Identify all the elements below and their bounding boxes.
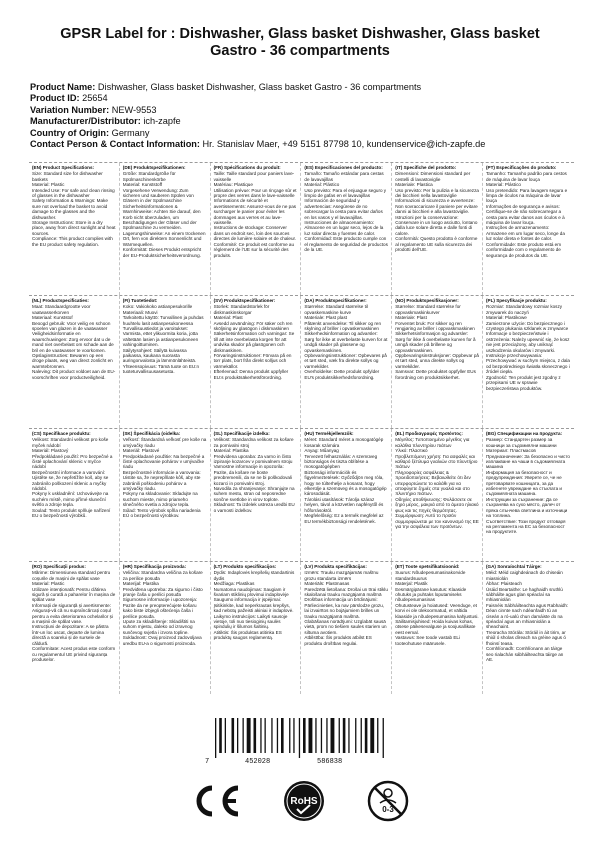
product-info-label: Contact Person & Contact Information: xyxy=(30,139,200,150)
barcode-bar xyxy=(281,718,284,753)
spec-cell xyxy=(211,562,302,694)
barcode-bar xyxy=(219,718,222,753)
product-info xyxy=(30,82,575,150)
spec-body: Размер: Стандартен размер за кошници за съдомиялни машини Материал: Пластмасов Предназначение: За безопасно и чисто изплакване на чаши в съдомиялната машина Информация за безопасност и предупреждения: Уверете се, че не претоварвате кошницата, за да избегнете увреждане на стъклата и съдомиялната машина. Инструкции за съхранение: Да се съхранява на сухо място, далеч от пряка слънчева светлина и източници на топлина. Съответствие: Този продукт отговаря на регламента на ЕС за безопасност на продуктите. xyxy=(485,437,570,535)
spec-row xyxy=(29,561,574,694)
product-info-row xyxy=(30,116,575,127)
product-info-value: 25654 xyxy=(82,93,108,104)
spec-heading: (FR) Spécifications du produit: xyxy=(213,165,281,170)
spec-heading: (IT) Specifiche del prodotto: xyxy=(395,165,457,170)
spec-body: Suurus: Nõudepesumasinakorvide standardsuurus Materjal: Plastik Eesmärgipärane kasutus: Klaaside ohutuks ja puhtaks loputamiseks nõudepesumasinas Ohutusteave ja hoiatused: Veenduge, et korvi ei ole ülekoormatud, et vältida klaaside ja nõudepesumasina kahjustusi. Säilitamisjuhised: Hoida kuivas kohas, otsese päikesevalguse ja soojusallikate eest eemal. Vastavus: See toode vastab ELi tooteohutuse määrusele. xyxy=(395,570,479,646)
barcode-bar xyxy=(293,718,294,753)
svg-text:0-3: 0-3 xyxy=(382,805,394,814)
barcode-bar xyxy=(247,718,251,753)
spec-cell xyxy=(301,163,392,295)
spec-body: Velikost: Standardní velikost pro koše myček nádobí Materiál: Plastový Předpokládané použití: Pro bezpečné a čisté oplachování sklenic v myčce nádobí Bezpečnostní informace a varování: Ujistěte se, že nepřetížíte koš, aby se zabránilo poškození sklenic a myčky nádobí. Pokyny k uskladnění: Uchovávejte na suchém místě, mimo přímé sluneční světlo a zdroje tepla. Soulad: Tento produkt splňuje nařízení EU o bezpečnosti výrobků. xyxy=(32,437,113,519)
barcode-bar xyxy=(377,718,378,753)
product-info-row xyxy=(30,105,575,116)
spec-grid xyxy=(29,162,574,694)
spec-heading: (CS) Specifikace produktu: xyxy=(32,431,91,436)
spec-heading: (SV) Produktspecifikationer: xyxy=(213,298,276,303)
spec-body: Storlek: Standardstorlek för diskmaskinskorgar Material: Plast Avsedd användning: För säker och ren sköljning av glasögon i diskmaskinen Säkerhetsinformation och varningar: Se till att inte överbelasta korgen för att undvika skador på glasögonen och diskmaskinen. Förvaringsinstruktioner: Förvara på en torr plats, bort från direkt solljus och värmekällor. Efterlevnad: Denna produkt uppfyller EU:s produktsäkerhetsförordning. xyxy=(213,304,295,380)
barcode-bar xyxy=(303,718,306,753)
barcode-bars xyxy=(205,718,395,758)
product-info-label: Product Name: xyxy=(30,82,96,92)
spec-body: Méret: Standard méret a mosogatógép kosarak számára Anyag: Műanyag Tervezett felhasználás: A szemüveg biztonságos és tiszta öblítése a mosogatógépben Biztonsági információk és figyelmeztetések: Győződjön meg róla, hogy ne túlterhelje a kosarat, hogy elkerülje a szemüveg és a mosogatógép károsodását. Tárolási utasítások: Tárolja száraz helyen, távol a közvetlen napfénytől és hőforrásoktól. Megfelelőség: Ez a termék megfelel az EU termékbiztonsági rendeletének. xyxy=(304,437,387,524)
spec-body: Tamaño: Tamaño estándar para cestas de lavavajillas Material: Plástico Uso previsto: Para el enjuague seguro y limpio de gafas en el lavavajillas Información de seguridad y advertencias: Asegúrese de no sobrecargar la cesta para evitar daños en los vasos y el lavavajillas. Instrucciones de almacenamiento: Almacene en un lugar seco, lejos de la luz solar directa y fuentes de calor. Conformidad: Este producto cumple con el reglamento de seguridad de productos de la UE. xyxy=(304,171,388,253)
barcode xyxy=(205,718,395,768)
barcode-bar xyxy=(215,718,216,758)
spec-heading: (DE) Produktspezifikationen: xyxy=(122,165,186,170)
spec-heading: (RO) Specificații produs: xyxy=(32,564,86,569)
spec-cell xyxy=(301,296,392,428)
rohs-icon xyxy=(282,779,326,823)
spec-heading: (SL) Specifikacije izdelka: xyxy=(213,431,270,436)
spec-heading: (BG) Спецификации на продукта: xyxy=(485,431,563,436)
spec-heading: (FI) Tuotetiedot: xyxy=(122,298,158,303)
spec-cell xyxy=(392,562,483,694)
spec-row xyxy=(29,428,574,561)
product-info-label: Product ID: xyxy=(30,93,80,104)
barcode-bar xyxy=(243,718,244,753)
certification-icons xyxy=(190,778,410,824)
product-info-label: Variation Number: xyxy=(30,104,110,115)
spec-heading: (EN) Product Specifications: xyxy=(32,165,95,170)
spec-heading: (HR) Specifikacija proizvoda: xyxy=(122,564,187,569)
barcode-bar xyxy=(326,718,327,753)
barcode-bar xyxy=(331,718,335,753)
spec-row xyxy=(29,162,574,295)
spec-body: Rozmiar: Standardowy rozmiar koszy zmywarek do naczyń Materiał: Plastikowe Zamierzone użycie: Do bezpiecznego i czystego płukania szklanek w zmywarce Informacje o bezpieczeństwie i ostrzeżenia: Należy upewnić się, że kosz nie jest przeciążony, aby uniknąć uszkodzenia okularów i zmywarki. Instrukcje przechowywania: Przechowywać w suchym miejscu, z dala od bezpośredniego światła słonecznego i źródeł ciepła. Zgodność: Ten produkt jest zgodny z przepisami UE w sprawie bezpieczeństwa produktów. xyxy=(485,304,570,391)
spec-body: Veličina: Standardna veličina za košare za perilice posuđa Materijal: Plastika Predviđena upotreba: Za sigurno i čisto pranje čaša u perilici posuđa Sigurnosne informacije i upozorenja: Pazite da ne preopterećujete košaru kako biste izbjegli oštećenja čaša i perilice posuđa. Upute za skladištenje: Skladištiti na suhom mjestu, daleko od izravnog sunčevog svjetla i izvora topline. Sukladnost: Ovaj proizvod zadovoljava uredbu EU-a o sigurnosti proizvoda. xyxy=(122,570,203,646)
barcode-bar xyxy=(237,718,238,753)
spec-cell xyxy=(483,163,574,295)
barcode-bar xyxy=(260,718,261,753)
barcode-bar xyxy=(289,718,290,753)
spec-cell xyxy=(29,562,120,694)
spec-cell xyxy=(29,296,120,428)
barcode-digit-left: 452028 xyxy=(245,758,271,766)
product-info-value: Hr. Stanislav Maer, +49 5151 87798 10, kundenservice@ich-zapfe.de xyxy=(202,139,486,150)
spec-cell xyxy=(301,429,392,561)
spec-cell xyxy=(211,296,302,428)
barcode-bar xyxy=(225,718,226,753)
barcode-bar xyxy=(299,718,300,758)
spec-cell xyxy=(29,429,120,561)
product-info-value: Dishwasher, Glass basket Dishwasher, Glass basket Gastro - 36 compartments xyxy=(97,82,422,92)
spec-heading: (ES) Especificaciones del producto: xyxy=(304,165,383,170)
barcode-digit-lead: 7 xyxy=(205,758,210,766)
barcode-bar xyxy=(361,718,362,753)
spec-heading: (EL) Προδιαγραφές προϊόντος: xyxy=(395,431,463,436)
spec-heading: (LT) Produkto specifikacijos: xyxy=(213,564,277,569)
spec-heading: (NO) Produktspesifikasjoner: xyxy=(395,298,459,303)
barcode-bar xyxy=(315,718,316,753)
barcode-bar xyxy=(370,718,374,753)
spec-body: Dimensioni: Dimensioni standard per cestelli di lavastoviglie Materiale: Plastica Uso previsto: Per la pulizia e la sicurezza dei bicchieri nella lavastoviglie Informazioni di sicurezza e avvertenze: Non sovraccaricare il paniere per evitare danni ai bicchieri e alla lavastoviglie. Istruzioni per la conservazione: Conservare in un luogo asciutto, lontano dalla luce solare diretta e dalle fonti di calore. Conformità: Questo prodotto è conforme al regolamento UE sulla sicurezza dei prodotti dell'UE. xyxy=(395,171,479,253)
spec-cell xyxy=(29,163,120,295)
spec-body: Size: Standard size for dishwasher baskets Material: Plastic Intended Use: For safe and clean rinsing of glasses in the dishwasher Safety Information & Warnings: Make sure not overload the basket to avoid damage to the glasses and the dishwasher. Storage Instructions: Store in a dry place, away from direct sunlight and heat sources. Compliance: This product complies with the EU product safety regulation. xyxy=(32,171,116,247)
spec-cell xyxy=(120,296,211,428)
product-info-value: NEW-9553 xyxy=(111,104,157,115)
spec-cell xyxy=(392,163,483,295)
barcode-bar xyxy=(321,718,322,753)
spec-cell xyxy=(392,296,483,428)
spec-body: Taille: Taille standard pour paniers lave-vaisselle Matériau: Plastique Utilisation prévue: Pour un rinçage sûr et propre des verres dans le lave-vaisselle Informations de sécurité et avertissements: Assurez-vous de ne pas surcharger le panier pour éviter les dommages aux verres et au lave-vaisselle. Instructions de stockage: Conserver dans un endroit sec, loin des sources directes de lumière solaire et de chaleur. Conformité: Ce produit est conforme au règlement de l'UE sur la sécurité des produits. xyxy=(213,171,297,258)
barcode-bar xyxy=(365,718,368,753)
spec-body: Størrelse: Standard størrelse for oppvaskmaskinkurver Materiale: Plast Forventet bruk: For sikker og ren rengjøring av briller i oppvaskmaskinen Sikkerhetsinformasjon og advarsler: Sørg for ikke å overbelaste kurven for å unngå skader på brillene og oppvaskmaskinen. Oppbevaringsinstruksjoner: Oppbevar på et tørt sted, unna direkte sollys og varmekilder. Samsvar: Dette produktet oppfyller EUs forordning om produktsikkerhet. xyxy=(395,304,479,380)
product-info-row xyxy=(30,82,575,93)
spec-heading: (HU) Termékjellemzők: xyxy=(304,431,354,436)
product-info-label: Country of Origin: xyxy=(30,127,110,138)
spec-body: Größe: Standardgröße für Spülmaschinenkörbe Material: Kunststoff Vorgesehene Verwendung: Zum sicheren und sauberen Spülen von Gläsern in der Spülmaschine Sicherheitsinformationen & Warnhinweise: Achten Sie darauf, den Korb nicht überzuladen, um Beschädigungen der Gläser und der Spülmaschine zu vermeiden. Lagerungshinweise: An einem trockenen Ort, fern von direktem Sonnenlicht und Wärmequellen. Konformität: Dieses Produkt entspricht der EU-Produktsicherheitsverordnung. xyxy=(122,171,206,258)
spec-heading: (LV) Produkta specifikācijas: xyxy=(304,564,367,569)
product-info-row xyxy=(30,139,575,150)
spec-heading: (PL) Specyfikacje produktu: xyxy=(485,298,547,303)
age-warning-0-3-icon xyxy=(366,779,410,823)
spec-cell xyxy=(483,429,574,561)
spec-cell xyxy=(120,163,211,295)
barcode-bar xyxy=(271,718,272,753)
spec-cell xyxy=(392,429,483,561)
barcode-bar xyxy=(309,718,313,753)
spec-body: Μέγεθος: Τυποποιημένο μέγεθος για καλάθια πλυντηρίου πιάτων Υλικό: Πλαστικό Προβλεπόμενη χρήση: Για ασφαλές και καθαρό ξέπλυμα γυαλιών στο πλυντήριο πιάτων Πληροφορίες ασφάλειας & προειδοποιήσεις: Βεβαιωθείτε ότι δεν υπερφορτώνετε το καλάθι για να αποφύγετε ζημιές στα γυαλιά και στο πλυντήριο πιάτων. Οδηγίες αποθήκευσης: Φυλάσσετε σε ξηρό μέρος, μακριά από το άμεσο ηλιακό φως και τις πηγές θερμότητας. Συμμόρφωση: Αυτό το προϊόν συμμορφώνεται με τον κανονισμό της ΕΕ για την ασφάλεια των προϊόντων. xyxy=(395,437,479,529)
barcode-bar xyxy=(254,718,257,753)
spec-body: Koko: Vakiokoko astianpesukorille Materiaali: Muovi Tarkoitettu käyttö: Turvallinen ja puhdas huuhtelu lasit astianpesukoneessa Turvallisuustiedot ja varoitukset: Varmista, ettet ylikuormita koria, jotta vältetään lasien ja astianpesukoneen vahingoittuminen. Säilytysohjeet: Säilytä kuivassa paikassa, kaukana suorasta auringonvalosta ja lämmönlähteistä. Yhteensopivuus: Tämä tuote on EU:n tuoteturvallisuusasetusta. xyxy=(122,304,204,375)
spec-body: Maat: Standaardgrootte voor vaatwasserkorven Materiaal: Kunststof Beoogd gebruik: Voor veilig en schoon spoelen van glazen in de vaatwasser Veiligheidsinformatie en waarschuwingen: Zorg ervoor dat u de mand niet overbelast om schade aan de bril en de vaatwasser te voorkomen. Opslaginstructies: Bewaren op een droge plaats, weg van direct zonlicht en warmtebronnen. Naleving: Dit product voldoet aan de EU-voorschriften voor productveiligheid. xyxy=(32,304,116,380)
barcode-bar xyxy=(343,718,346,753)
spec-body: Izmērs: Trauku mazgājamās mašīnu grozu standarta izmērs Materiāls: Plastmasas Paredzētā lietošana: Drošai un tīrai stiklu skalošanai trauku mazgājamā mašīnā Drošības informācija un brīdinājumi: Pārliecinieties, ka nav pārslodze grozu, lai izvairītos no bojājumiem brilles un trauku mazgājamā mašīnā. Glabāšanas norādījumi: Uzglabāt sausā vietā, prom no tiešiem saules stariem un siltuma avotiem. Atbilstība: Šis produkts atbilst ES produktu drošības regulai. xyxy=(304,570,388,646)
spec-cell xyxy=(211,163,302,295)
barcode-bar xyxy=(232,718,235,753)
product-info-value: Germany xyxy=(111,127,150,138)
barcode-bar xyxy=(277,718,278,753)
spec-body: Dydis: Indaplovės krepšelių standartinis dydis Medžiaga: Plastikas Numatoma naudojimas: Saugiam ir švariam stiklinių plovimui indaplovėje Saugumo informacija ir įspėjimai: Įsitikinkite, kad neperkrautas krepšys, kad nebūtų pažeisti akiniai ir indaplovė. Laikymo instrukcijos: Laikyti sausoje vietoje, toli nuo tiesioginių saulės spindulių ir šilumos šaltinių. Atitiktis: Šis produktas atitinka ES produktų saugos reglamentą. xyxy=(213,570,295,641)
spec-heading: (NL) Productspecificaties: xyxy=(32,298,89,303)
spec-cell xyxy=(120,562,211,694)
spec-cell xyxy=(120,429,211,561)
spec-heading: (ET) Toote spetsifikatsioonid: xyxy=(395,564,460,569)
barcode-bar xyxy=(348,718,349,753)
spec-heading: (SK) Špecifikácia (oidelka: xyxy=(122,431,181,436)
spec-body: Mărime: Dimensiunea standard pentru coșurile de mașini de spălat vase Material: Plastic Utilizare intenționată: Pentru clătirea sigură și curată a paharelor în mașina de spălat vase Informații de siguranță și avertismente: Asigurați-vă că nu supraîncărcați coșul pentru a evita deteriorarea ochelarilor și a mașinii de spălat vase. Instrucțiuni de depozitare: A se păstra într-un loc uscat, departe de lumina directă a soarelui și de sursele de căldură. Conformitate: Acest produs este conform cu regulamentul UE privind siguranța produselor. xyxy=(32,570,116,662)
spec-body: Méid: Méid caighdeánach do chiseáin miasniolán Ábhar: Plaisteach Úsáid Beartaithe: Le haghaidh sruthlú sábháilte agus glan spéaclaí sa mhiasniolán Faisnéis Sábháilteachta agus Rabhaidh: Déan cinnte nach ndéanfaidh tú an ciseán a ró-ualú chun damáiste do na spéaclaí agus an mhiasniolán a sheachaint. Treoracha Stórála: Stóráil in áit tirim, ar shiúl ó sholas díreach na gréine agus ó fhoinsí teasa. Comhlíonadh: Comhlíonann an táirge seo rialachán sábháilteachta táirge an AE. xyxy=(485,570,569,662)
spec-heading: (PT) Especificações do produto: xyxy=(485,165,557,170)
spec-body: Veľkosť: Štandardná veľkosť pre koše na umývačky riadu Materiál: Plastové Predpokladané použitie: Na bezpečné a čisté oplachovanie pohárov v umývačke riadu Bezpečnostné informácie a varovania: Uistite sa, že neprepĺňate kôš, aby ste zabránili poškodeniu pohárov a umývačky riadu. Pokyny na skladovanie: Skladujte na suchom mieste, mimo priameho slnečného svetla a zdrojov tepla. Súlad: Tento výrobok spĺňa nariadenia EÚ o bezpečnosti výrobkov. xyxy=(122,437,207,519)
barcode-digit-right: 586838 xyxy=(317,758,343,766)
product-info-row xyxy=(30,128,575,139)
ce-mark-icon xyxy=(190,784,242,818)
spec-body: Tamanho: Tamanho padrão para cestos de máquina de lavar louça Material: Plástico Uso pretendido: Para lavagem segura e limpa de óculos na máquina de lavar louça Informações de segurança e avisos: Certifique-se de não sobrecarregar a cesta para evitar danos aos óculos e à máquina de lavar louça. Instruções de armazenamento: Armazene em um lugar seco, longe da luz solar direta e fontes de calor. Conformidade: Este produto está em conformidade com o regulamento de segurança de produtos da UE. xyxy=(485,171,568,258)
spec-body: Velikost: Standardna velikost za košare za pomivalni stroj Material: Plastika Predvidena uporaba: Za varno in čisto izpiranje kozarcev v pomivalnem stroju Varnostne informacije in opozorila: Pazite, da košare ne boste preobremenili, da se ne bi poškodovali kozarci in pomivalni stroj. Navodila za shranjevanje: Shranjujte na suhem mestu, stran od neposredne sončne svetlobe in virov toplote. Skladnost: Ta izdelek ustreza uredbi EU o varnosti izdelkov. xyxy=(213,437,295,513)
spec-heading: (DA) Produktspecifikationer: xyxy=(304,298,367,303)
product-info-row xyxy=(30,93,575,104)
spec-cell xyxy=(211,429,302,561)
barcode-bar xyxy=(265,718,266,753)
spec-cell xyxy=(483,296,574,428)
barcode-digits xyxy=(205,758,395,768)
product-info-label: Manufacturer/Distributor: xyxy=(30,116,141,127)
spec-cell xyxy=(301,562,392,694)
barcode-bar xyxy=(355,718,356,753)
barcode-bar xyxy=(339,718,340,753)
spec-heading: (GA) Sonraíochtaí Táirge: xyxy=(485,564,542,569)
page-title: GPSR Label for : Dishwasher, Glass basket Dishwasher, Glass basket Gastro - 36 compartments xyxy=(60,26,540,59)
barcode-bar xyxy=(383,718,384,758)
spec-body: Størrelse: Standard størrelse til opvaskemaskine kurve Materiale: Plast plast Påtænkt anvendelse: Til sikker og ren skylning af briller i opvaskemaskinen Sikkerhedsinformation og advarsler: Sørg for ikke at overbelaste kurven for at undgå skader på glassene og opvaskemaskinen. Opbevaringsinstruktioner: Opbevares på et tørt sted, væk fra direkte sollys og varmekilder. Overholdelse: Dette produkt opfylder EU's produktsikkerhedsforordning. xyxy=(304,304,388,380)
svg-text:RoHS: RoHS xyxy=(290,796,318,807)
spec-row xyxy=(29,295,574,428)
spec-cell xyxy=(483,562,574,694)
product-info-value: ich-zapfe xyxy=(143,116,181,127)
